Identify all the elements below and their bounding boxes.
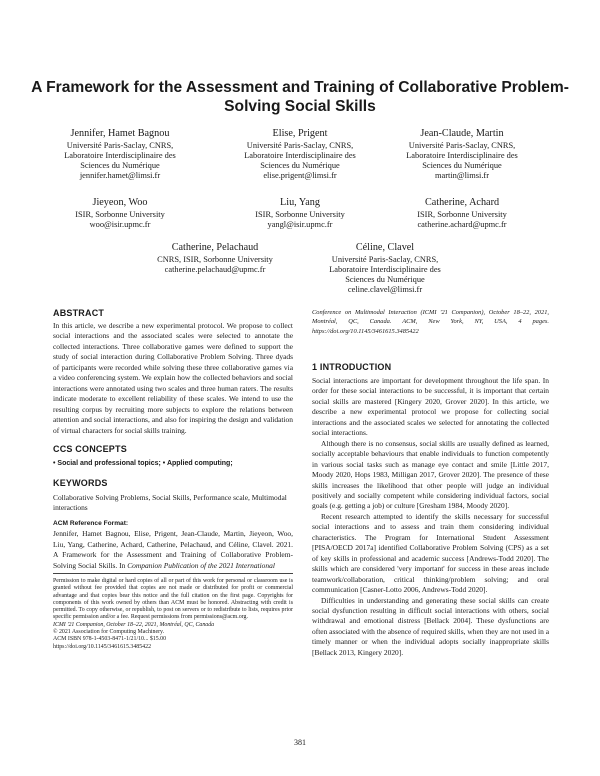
author-affiliation: Université Paris-Saclay, CNRS, [331,254,439,264]
author-affiliation: Laboratoire Interdisciplinaire des [64,150,176,160]
ccs-heading: CCS CONCEPTS [53,444,127,454]
author-name: Elise, Prigent [272,128,328,139]
author-email: jennifer.hamet@limsi.fr [79,171,161,181]
permission-text: Permission to make digital or hard copies of all or part of this work for personal or classroom use is granted without fee provided that copies are not made or distributed for profit or commercial advantage and that copies bear this notice and the full citation on the first page. Copyrights for components of this work owned by others than ACM must be honored. Abstracting with credit is permitted. To copy otherwise, or republish, to post on servers or to redistribute to lists, requires prior specific permission and/or a fee. Request permissions from permissions@acm.org. [53,578,293,621]
acm-reference [53,519,293,571]
author-affiliation: ISIR, Sorbonne University [75,209,165,219]
acm-reference-body: Jennifer, Hamet Bagnou, Elise, Prigent, Jean-Claude, Martin, Jieyeon, Woo, Liu, Yang, Catherine, Achard, Catherine, Pelachaud, and Céline, Clavel. 2021. A Framework for the Assessment and Training of Collaborative Problem-Solving Social Skills. In [53,529,293,570]
acm-reference-heading: ACM Reference Format: [53,520,129,527]
conference-reference: Conference on Multimodal Interaction (ICMI '21 Companion), October 18–22, 2021, Montréal, QC, Canada. ACM, New York, NY, USA, 4 pages. https://doi.org/10.1145/3461615.3485422 [312,309,549,335]
permission-block [53,578,293,651]
introduction-heading: 1 INTRODUCTION [312,362,392,372]
author-block [392,128,532,181]
page-number: 381 [294,738,306,747]
author-name: Liu, Yang [280,197,320,208]
keywords-text: Collaborative Solving Problems, Social Skills, Performance scale, Multimodal interactions [53,493,287,513]
author-email: celine.clavel@limsi.fr [347,285,423,295]
author-email: catherine.pelachaud@upmc.fr [164,264,266,274]
author-email: elise.prigent@limsi.fr [263,171,337,181]
copyright-notice: © 2021 Association for Computing Machinery. [53,629,165,636]
author-block [50,128,190,181]
author-email: woo@isir.upmc.fr [89,219,151,229]
paper-title: A Framework for the Assessment and Training of Collaborative Problem-Solving Social Skills [31,79,569,115]
author-name: Catherine, Achard [424,197,500,208]
author-affiliation: Sciences du Numérique [80,160,160,170]
author-block [230,128,370,181]
author-affiliation: ISIR, Sorbonne University [255,209,345,219]
author-block [50,197,190,230]
author-affiliation: Sciences du Numérique [422,160,502,170]
intro-paragraph: Recent research attempted to identify the skills necessary for successful social interactions and to assess and train them considering individual characteristics. The Program for International Student Assessment [PISA/OECD 2017a] identified Collaborative Problem Solving (CPS) as a set of key skills in professional and academic success [Andrews-Todd 2020]. The skills which are considered 'very important' for success in these areas include teamwork/collaboration, critical thinking/problem solving; and oral communication [Casner-Lotto 2006, Andrews-Todd 2020]. [312,511,549,595]
author-affiliation: Laboratoire Interdisciplinaire des [406,150,518,160]
ccs-concepts: • Social and professional topics; • Applied computing; [53,460,233,467]
author-name: Jean-Claude, Martin [420,128,504,139]
acm-reference-text [53,529,293,571]
intro-paragraph: Social interactions are important for development throughout the life span. In order for these social interactions to be successful, it is important that certain social skills are mastered [Kingery 2020, Grover 2020]. In this article, we describe a new experimental protocol we propose for collecting social interactions and the associated scales we selected for annotating the collected social interactions. [312,376,549,438]
author-affiliation: ISIR, Sorbonne University [417,209,507,219]
author-affiliation: CNRS, ISIR, Sorbonne University [157,254,273,264]
footnote-divider [53,573,293,574]
author-affiliation: Sciences du Numérique [260,160,340,170]
author-name: Catherine, Pelachaud [171,242,259,253]
author-block [392,197,532,230]
abstract-paragraph: In this article, we describe a new experimental protocol. We propose to collect social interactions and the associated scales were selected to annotate the collected interactions. Three collaborative games were defined to support the study of social interaction during Collaborative Problem Solving. Three dyads of participants were recorded while solving these three collaborative games via a video conferencing system. We explain how the collected behaviors and social interactions were annotated using two scales and three human raters. The results indicate moderate to excellent reliability of these scales. We intend to use the resulting corpus by recruiting more subjects to explore the relations between attention and social interactions, and also for inspiring the design and validation of virtual characters for social skills training. [53,321,293,435]
keywords-heading: KEYWORDS [53,478,108,488]
introduction-body [312,376,549,658]
author-email: catherine.achard@upmc.fr [417,219,507,229]
author-affiliation: Université Paris-Saclay, CNRS, [408,140,516,150]
permission-venue: ICMI '21 Companion, October 18–22, 2021, Montréal, QC, Canada [53,621,215,628]
acm-reference-venue: Companion Publication of the 2021 International [127,560,275,570]
author-affiliation: Laboratoire Interdisciplinaire des [244,150,356,160]
author-affiliation: Sciences du Numérique [345,274,425,284]
doi-link[interactable]: https://doi.org/10.1145/3461615.3485422 [53,643,152,650]
author-block [140,242,290,275]
isbn: ACM ISBN 978-1-4503-8471-1/21/10... $15.00 [53,636,167,643]
author-affiliation: Université Paris-Saclay, CNRS, [66,140,174,150]
author-email: martin@limsi.fr [435,171,489,181]
intro-paragraph: Difficulties in understanding and generating these social skills can create social dysfunction resulting in difficult social interactions with others, social withdrawal and emotional distress [Bellack 2004]. These dysfunctions are often associated with the absence of required skills, when they are not used in a timely manner or when the individual adopts socially inappropriate skills [Bellack 2013, Kingery 2020]. [312,595,549,657]
author-name: Céline, Clavel [355,242,415,253]
author-email: yangl@isir.upmc.fr [267,219,333,229]
author-name: Jieyeon, Woo [92,197,148,208]
intro-paragraph: Although there is no consensus, social skills are usually defined as learned, socially acceptable behaviours that enable individuals to function competently in various social tasks such as manage eye contact and smile [Little 2017, Moody 2020, Hops 1983, Milligan 2017, Grover 2020]. The presence of these skills increases the likelihood that other people will judge an individual positively and socially competent while considering individual factors, social goals (e.g. getting a job) or culture [Gresham 1984, Moody 2020]. [312,438,549,511]
author-block [310,242,460,295]
author-name: Jennifer, Hamet Bagnou [70,128,170,139]
abstract-text [53,321,293,436]
author-affiliation: Université Paris-Saclay, CNRS, [246,140,354,150]
abstract-heading: ABSTRACT [53,308,105,318]
author-affiliation: Laboratoire Interdisciplinaire des [329,264,441,274]
author-block [230,197,370,230]
